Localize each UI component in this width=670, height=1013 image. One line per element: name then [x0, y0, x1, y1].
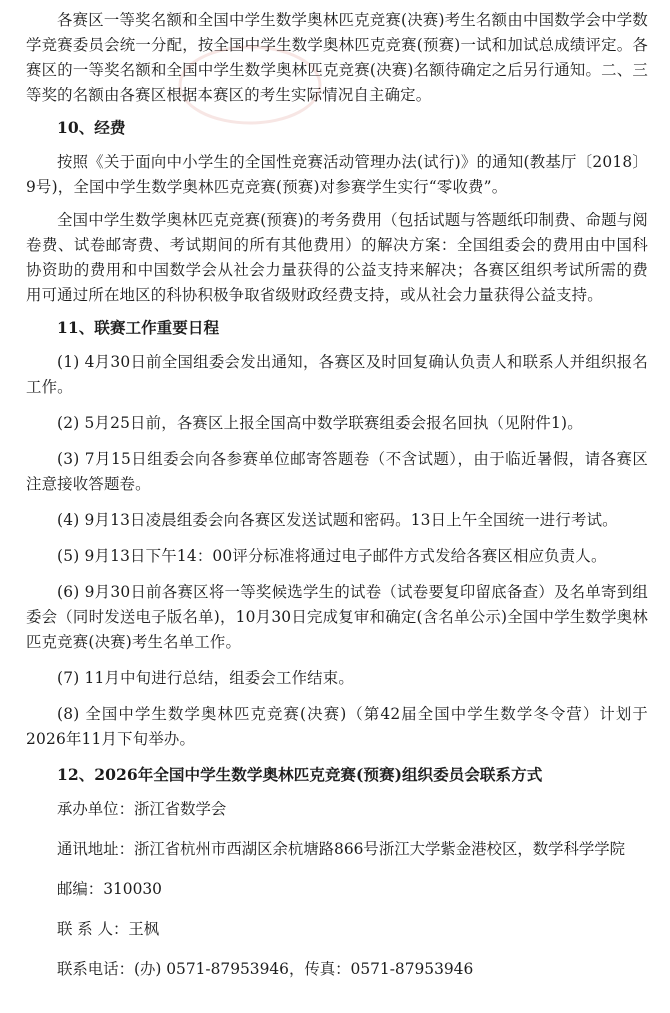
- phone-label: 联系电话：: [57, 960, 134, 978]
- schedule-item-1: (1) 4月30日前全国组委会发出通知，各赛区及时回复确认负责人和联系人并组织报名工作。: [26, 353, 648, 396]
- section-10-heading: 10、经费: [57, 118, 126, 137]
- section-10-paragraph-2: 全国中学生数学奥林匹克竞赛(预赛)的考务费用（包括试题与答题纸印制费、命题与阅卷费、试卷邮寄费、考试期间的所有其他费用）的解决方案：全国组委会的费用由中国科协资助的费用和中国数学会从社会力量获得的公益支持来解决；各赛区组织考试所需的费用可通过所在地区的科协积极争取省级财政经费支持，或从社会力量获得公益支持。: [26, 211, 648, 304]
- person-label: 联 系 人：: [57, 920, 129, 938]
- postcode-value: 310030: [103, 880, 162, 898]
- intro-paragraph: 各赛区一等奖名额和全国中学生数学奥林匹克竞赛(决赛)考生名额由中国数学会中学数学竞赛委员会统一分配，按全国中学生数学奥林匹克竞赛(预赛)一试和加试总成绩评定。各赛区的一等奖名额和全国中学生数学奥林匹克竞赛(决赛)名额待确定之后另行通知。二、三等奖的名额由各赛区根据本赛区的考生实际情况自主确定。: [26, 11, 648, 104]
- address-value: 浙江省杭州市西湖区余杭塘路866号浙江大学紫金港校区，数学科学学院: [133, 840, 626, 858]
- schedule-item-3: (3) 7月15日组委会向各参赛单位邮寄答题卷（不含试题），由于临近暑假，请各赛区注意接收答题卷。: [26, 450, 648, 493]
- person-value: 王枫: [128, 920, 160, 938]
- section-11-heading: 11、联赛工作重要日程: [57, 318, 220, 337]
- organizer-value: 浙江省数学会: [133, 800, 227, 818]
- contact-person: [26, 917, 648, 941]
- phone-value: (办) 0571-87953946，传真：0571-87953946: [133, 960, 474, 978]
- contact-organizer: [26, 797, 648, 821]
- contact-postcode: [26, 877, 648, 901]
- contact-phone: [26, 957, 648, 981]
- schedule-item-6: (6) 9月30日前各赛区将一等奖候选学生的试卷（试卷要复印留底备查）及名单寄到组委会（同时发送电子版名单)，10月30日完成复审和确定(含名单公示)全国中学生数学奥林匹克竞赛(决赛)考生名单工作。: [26, 583, 648, 651]
- schedule-item-5: (5) 9月13日下午14：00评分标准将通过电子邮件方式发给各赛区相应负责人。: [57, 547, 607, 565]
- schedule-item-7: (7) 11月中旬进行总结，组委会工作结束。: [57, 669, 354, 687]
- address-label: 通讯地址：: [57, 840, 134, 858]
- schedule-item-8: (8) 全国中学生数学奥林匹克竞赛(决赛)（第42届全国中学生数学冬令营）计划于2026年11月下旬举办。: [26, 705, 648, 748]
- contact-address: [26, 837, 648, 861]
- section-10-paragraph-1: 按照《关于面向中小学生的全国性竞赛活动管理办法(试行)》的通知(教基厅〔2018〕9号)，全国中学生数学奥林匹克竞赛(预赛)对参赛学生实行“零收费”。: [26, 153, 648, 196]
- postcode-label: 邮编：: [57, 880, 104, 898]
- section-12-heading: 12、2026年全国中学生数学奥林匹克竞赛(预赛)组织委员会联系方式: [57, 765, 543, 784]
- schedule-item-4: (4) 9月13日凌晨组委会向各赛区发送试题和密码。13日上午全国统一进行考试。: [57, 511, 618, 529]
- organizer-label: 承办单位：: [57, 800, 134, 818]
- schedule-item-2: (2) 5月25日前，各赛区上报全国高中数学联赛组委会报名回执（见附件1)。: [57, 414, 583, 432]
